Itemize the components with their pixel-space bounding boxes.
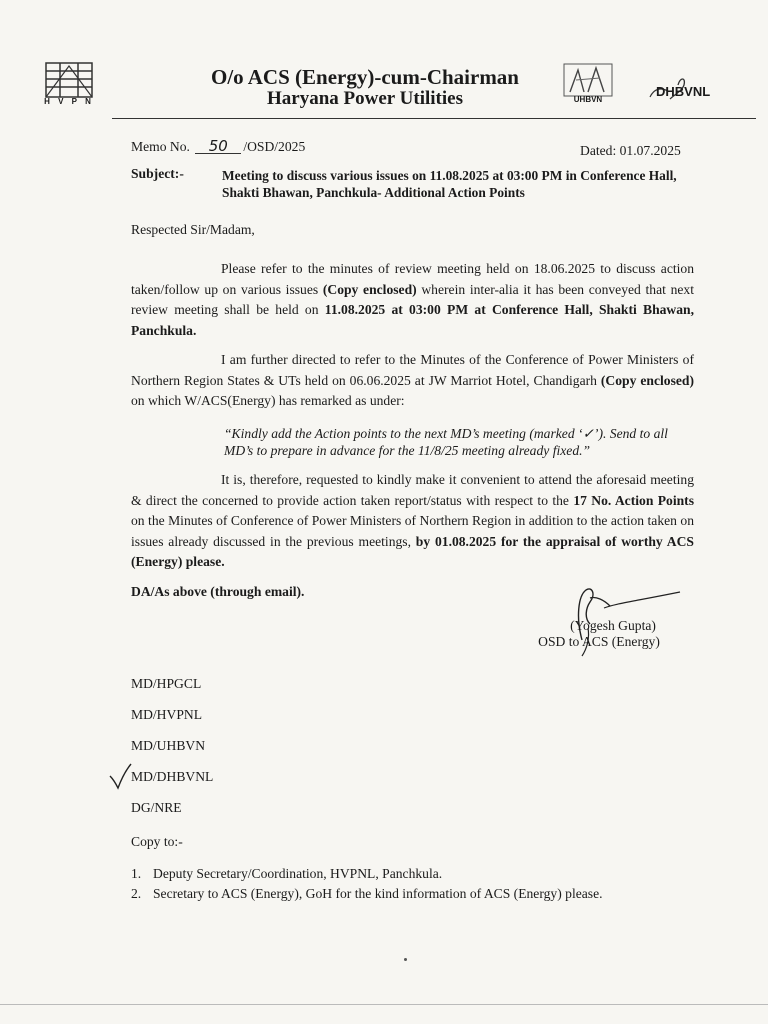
list-item xyxy=(131,884,603,904)
memo-number: 50 xyxy=(195,139,241,154)
enclosure-note: DA/As above (through email). xyxy=(131,584,305,599)
p2-text-b: (Copy enclosed) xyxy=(600,372,694,388)
p3-text-d: by 01.08.2025 for the appraisal of worthy ACS (Energy) please. xyxy=(131,533,694,569)
uhbvn-logo-text: UHBVN xyxy=(573,95,603,104)
page-bottom-edge xyxy=(0,1004,768,1005)
dhbvn-logo-text: DHBVNL xyxy=(656,84,711,99)
list-item-text: Secretary to ACS (Energy), GoH for the kind information of ACS (Energy) please. xyxy=(153,886,603,901)
memo-number-line xyxy=(131,136,305,157)
p1-text-a: Please refer to the minutes of review meeting held on 18.06.2025 to discuss action taken/follow up on various issues xyxy=(131,261,694,297)
signatory-name: (Yogesh Gupta) xyxy=(570,618,656,633)
hvpn-logo-text: H V P N xyxy=(44,97,94,106)
recipient-item: MD/HPGCL xyxy=(131,676,202,691)
subject-text: Meeting to discuss various issues on 11.08.2025 at 03:00 PM in Conference Hall, Shakti Bhawan, Panchkula- Additional Action Points xyxy=(222,168,677,200)
copy-to-label: Copy to:- xyxy=(131,834,183,849)
p1-text-b: (Copy enclosed) xyxy=(322,281,417,297)
p2-text-a: I am further directed to refer to the Minutes of the Conference of Power Ministers of Northern Region States & UTs held on 06.06.2025 at JW Marriot Hotel, Chandigarh xyxy=(131,352,694,388)
list-item-number: 1. xyxy=(131,866,142,881)
p3-text-b: 17 No. Action Points xyxy=(573,492,694,508)
signatory-designation: OSD to ACS (Energy) xyxy=(538,634,660,649)
tick-mark-icon xyxy=(108,762,132,790)
paragraph-2 xyxy=(131,350,694,412)
recipient-item: MD/HVPNL xyxy=(131,707,202,722)
scan-speck xyxy=(404,958,407,961)
list-item-text: Deputy Secretary/Coordination, HVPNL, Panchkula. xyxy=(153,866,443,881)
memo-suffix: /OSD/2025 xyxy=(243,139,306,154)
memo-prefix: Memo No. xyxy=(131,139,190,154)
header-title: O/o ACS (Energy)-cum-Chairman xyxy=(211,65,519,89)
remark-quote: “Kindly add the Action points to the next MD’s meeting (marked ‘✓’). Send to all MD’s to prepare in advance for the 11/8/25 meeting already fixed.” xyxy=(224,426,668,458)
recipient-list xyxy=(131,676,213,831)
hvpn-logo-icon xyxy=(40,60,98,100)
p2-text-c: on which W/ACS(Energy) has remarked as under: xyxy=(131,393,405,408)
paragraph-3 xyxy=(131,470,694,573)
subject-label: Subject:- xyxy=(131,166,184,181)
recipient-item: MD/UHBVN xyxy=(131,738,206,753)
header-divider xyxy=(112,118,756,119)
header-subtitle: Haryana Power Utilities xyxy=(267,88,463,109)
paragraph-1 xyxy=(131,259,694,341)
recipient-item: DG/NRE xyxy=(131,800,182,815)
list-item-number: 2. xyxy=(131,886,142,901)
copy-to-list xyxy=(131,864,603,904)
recipient-item: MD/DHBVNL xyxy=(131,769,214,784)
p3-text-a: It is, therefore, requested to kindly make it convenient to attend the aforesaid meeting & direct the concerned to provide action taken report/status with respect to the xyxy=(131,472,694,508)
p1-text-c: wherein inter-alia it has been conveyed that next review meeting shall be held on xyxy=(131,281,694,317)
list-item xyxy=(131,864,603,884)
p3-text-c: on the Minutes of Conference of Power Ministers of Northern Region in addition to the action taken on issues already discussed in the previous meetings, xyxy=(131,513,694,549)
memo-date: Dated: 01.07.2025 xyxy=(580,143,681,158)
p1-text-d: 11.08.2025 at 03:00 PM at Conference Hall, Shakti Bhawan, Panchkula. xyxy=(131,302,695,338)
salutation: Respected Sir/Madam, xyxy=(131,222,255,237)
